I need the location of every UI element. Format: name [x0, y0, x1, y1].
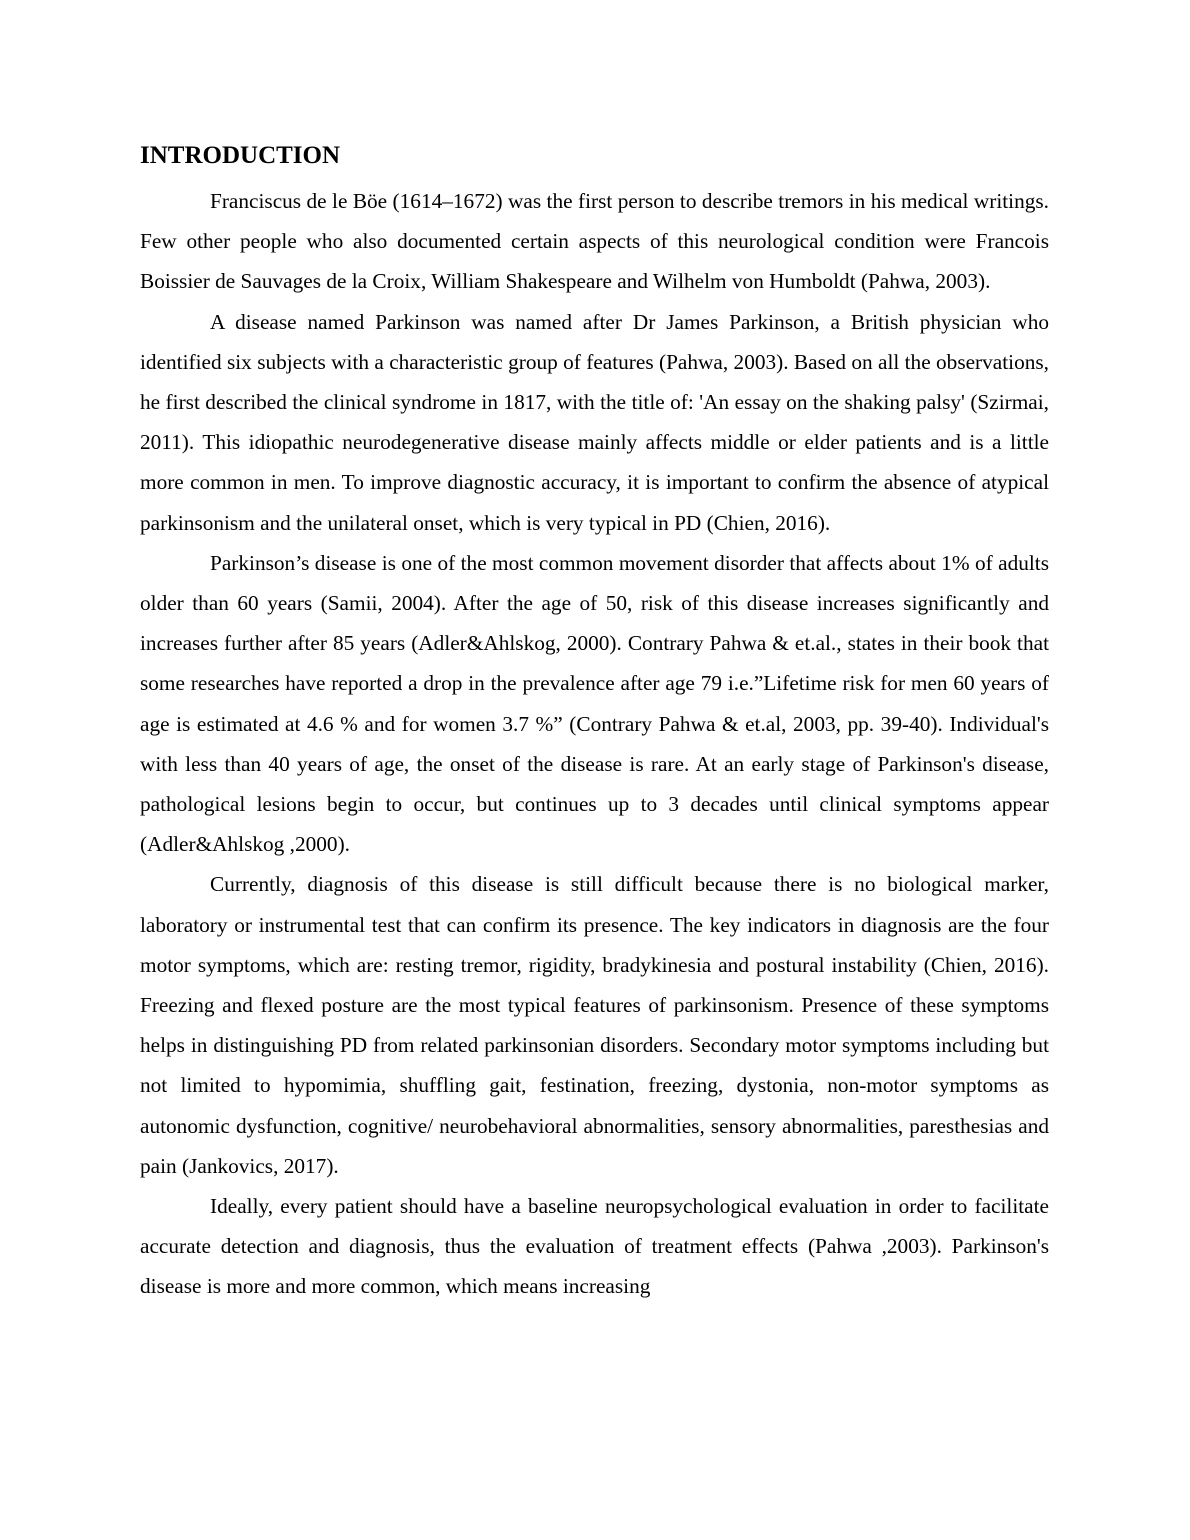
section-heading: INTRODUCTION	[140, 142, 341, 169]
paragraph-naming: A disease named Parkinson was named after Dr James Parkinson, a British physician who identified six subjects with a characteristic group of features (Pahwa, 2003). Based on all the observations, he first described the clinical syndrome in 1817, with the title of: 'An essay on the shaking palsy' (Szirmai, 2011). This idiopathic neurodegenerative disease mainly affects middle or elder patients and is a little more common in men. To improve diagnostic accuracy, it is important to confirm the absence of atypical parkinsonism and the unilateral onset, which is very typical in PD (Chien, 2016).	[140, 309, 1049, 535]
paragraph-prevalence: Parkinson’s disease is one of the most common movement disorder that affects about 1% of adults older than 60 years (Samii, 2004). After the age of 50, risk of this disease increases significantly and increases further after 85 years (Adler&Ahlskog, 2000). Contrary Pahwa & et.al., states in their book that some researches have reported a drop in the prevalence after age 79 i.e.”Lifetime risk for men 60 years of age is estimated at 4.6 % and for women 3.7 %” (Contrary Pahwa & et.al, 2003, pp. 39-40). Individual's with less than 40 years of age, the onset of the disease is rare. At an early stage of Parkinson's disease, pathological lesions begin to occur, but continues up to 3 decades until clinical symptoms appear (Adler&Ahlskog ,2000).	[140, 550, 1049, 857]
document-body	[140, 140, 1049, 1307]
paragraph-evaluation: Ideally, every patient should have a baseline neuropsychological evaluation in order to facilitate accurate detection and diagnosis, thus the evaluation of treatment effects (Pahwa ,2003). Parkinson's disease is more and more common, which means increasing	[140, 1194, 1049, 1299]
paragraph-diagnosis: Currently, diagnosis of this disease is still difficult because there is no biological marker, laboratory or instrumental test that can confirm its presence. The key indicators in diagnosis are the four motor symptoms, which are: resting tremor, rigidity, bradykinesia and postural instability (Chien, 2016). Freezing and flexed posture are the most typical features of parkinsonism. Presence of these symptoms helps in distinguishing PD from related parkinsonian disorders. Secondary motor symptoms including but not limited to hypomimia, shuffling gait, festination, freezing, dystonia, non-motor symptoms as autonomic dysfunction, cognitive/ neurobehavioral abnormalities, sensory abnormalities, paresthesias and pain (Jankovics, 2017).	[140, 872, 1049, 1178]
paragraph-history: Franciscus de le Böe (1614–1672) was the first person to describe tremors in his medical writings. Few other people who also documented certain aspects of this neurological condition were Francois Boissier de Sauvages de la Croix, William Shakespeare and Wilhelm von Humboldt (Pahwa, 2003).	[140, 189, 1049, 294]
